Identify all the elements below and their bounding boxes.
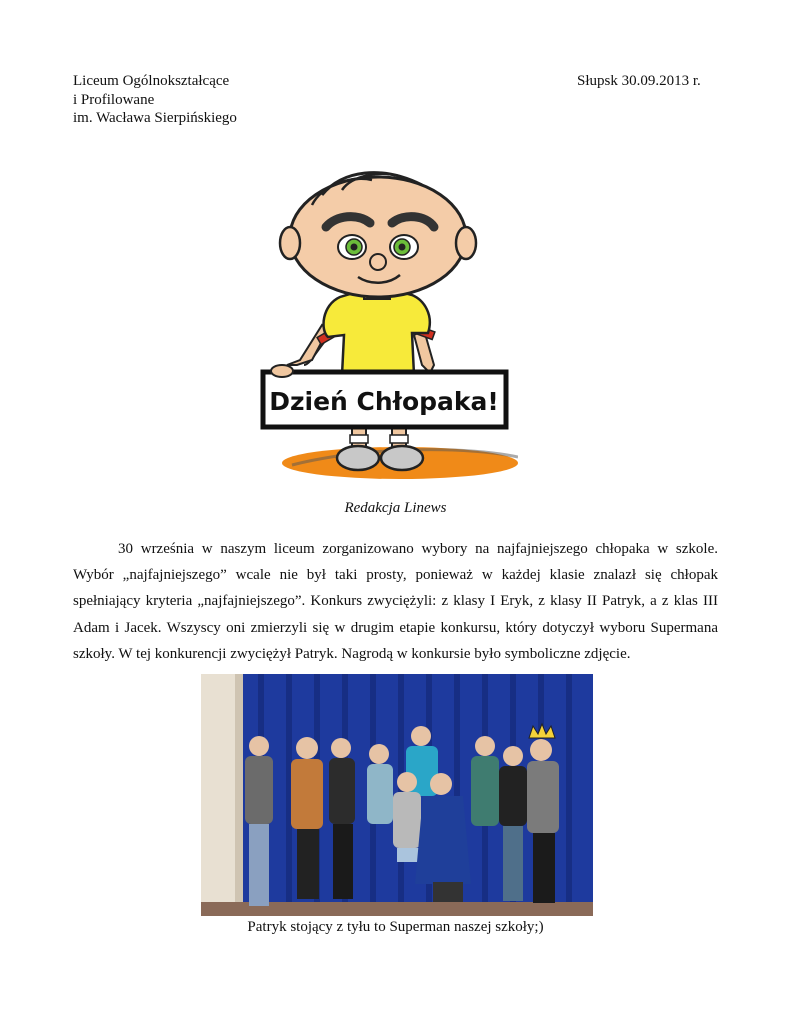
article-paragraph: 30 września w naszym liceum zorganizowano wybory na najfajniejszego chłopaka w szkole. Wybór „najfajniejszego” wcale nie był taki prosty, ponieważ w każdej klasie znalazł się chłopak spełniający kryteria „najfajniejszego”. Konkurs zwyciężyli: z klasy I Eryk, z klasy II Patryk, a z klas III Adam i Jacek. Wszyscy oni zmierzyli się w drugim etapie konkursu, który dotyczył wyboru Supermana szkoły. W tej konkurencji zwyciężył Patryk. Nagrodą w konkursie było symboliczne zdjęcie. — [73, 541, 718, 662]
school-name — [73, 72, 237, 128]
byline: Redakcja Linews — [344, 500, 447, 516]
head — [290, 177, 466, 297]
school-line-3: im. Wacława Sierpińskiego — [73, 110, 237, 126]
yellow-shirt — [324, 291, 430, 375]
place-date: Słupsk 30.09.2013 r. — [577, 73, 701, 89]
cartoon-boy-illustration — [252, 165, 518, 487]
group-photo — [201, 674, 593, 916]
photo-caption: Patryk stojący z tyłu to Superman naszej szkoły;) — [247, 919, 544, 935]
sign-text: Dzień Chłopaka! — [269, 387, 499, 416]
school-line-1: Liceum Ogólnokształcące — [73, 73, 230, 89]
school-line-2: i Profilowane — [73, 91, 155, 108]
